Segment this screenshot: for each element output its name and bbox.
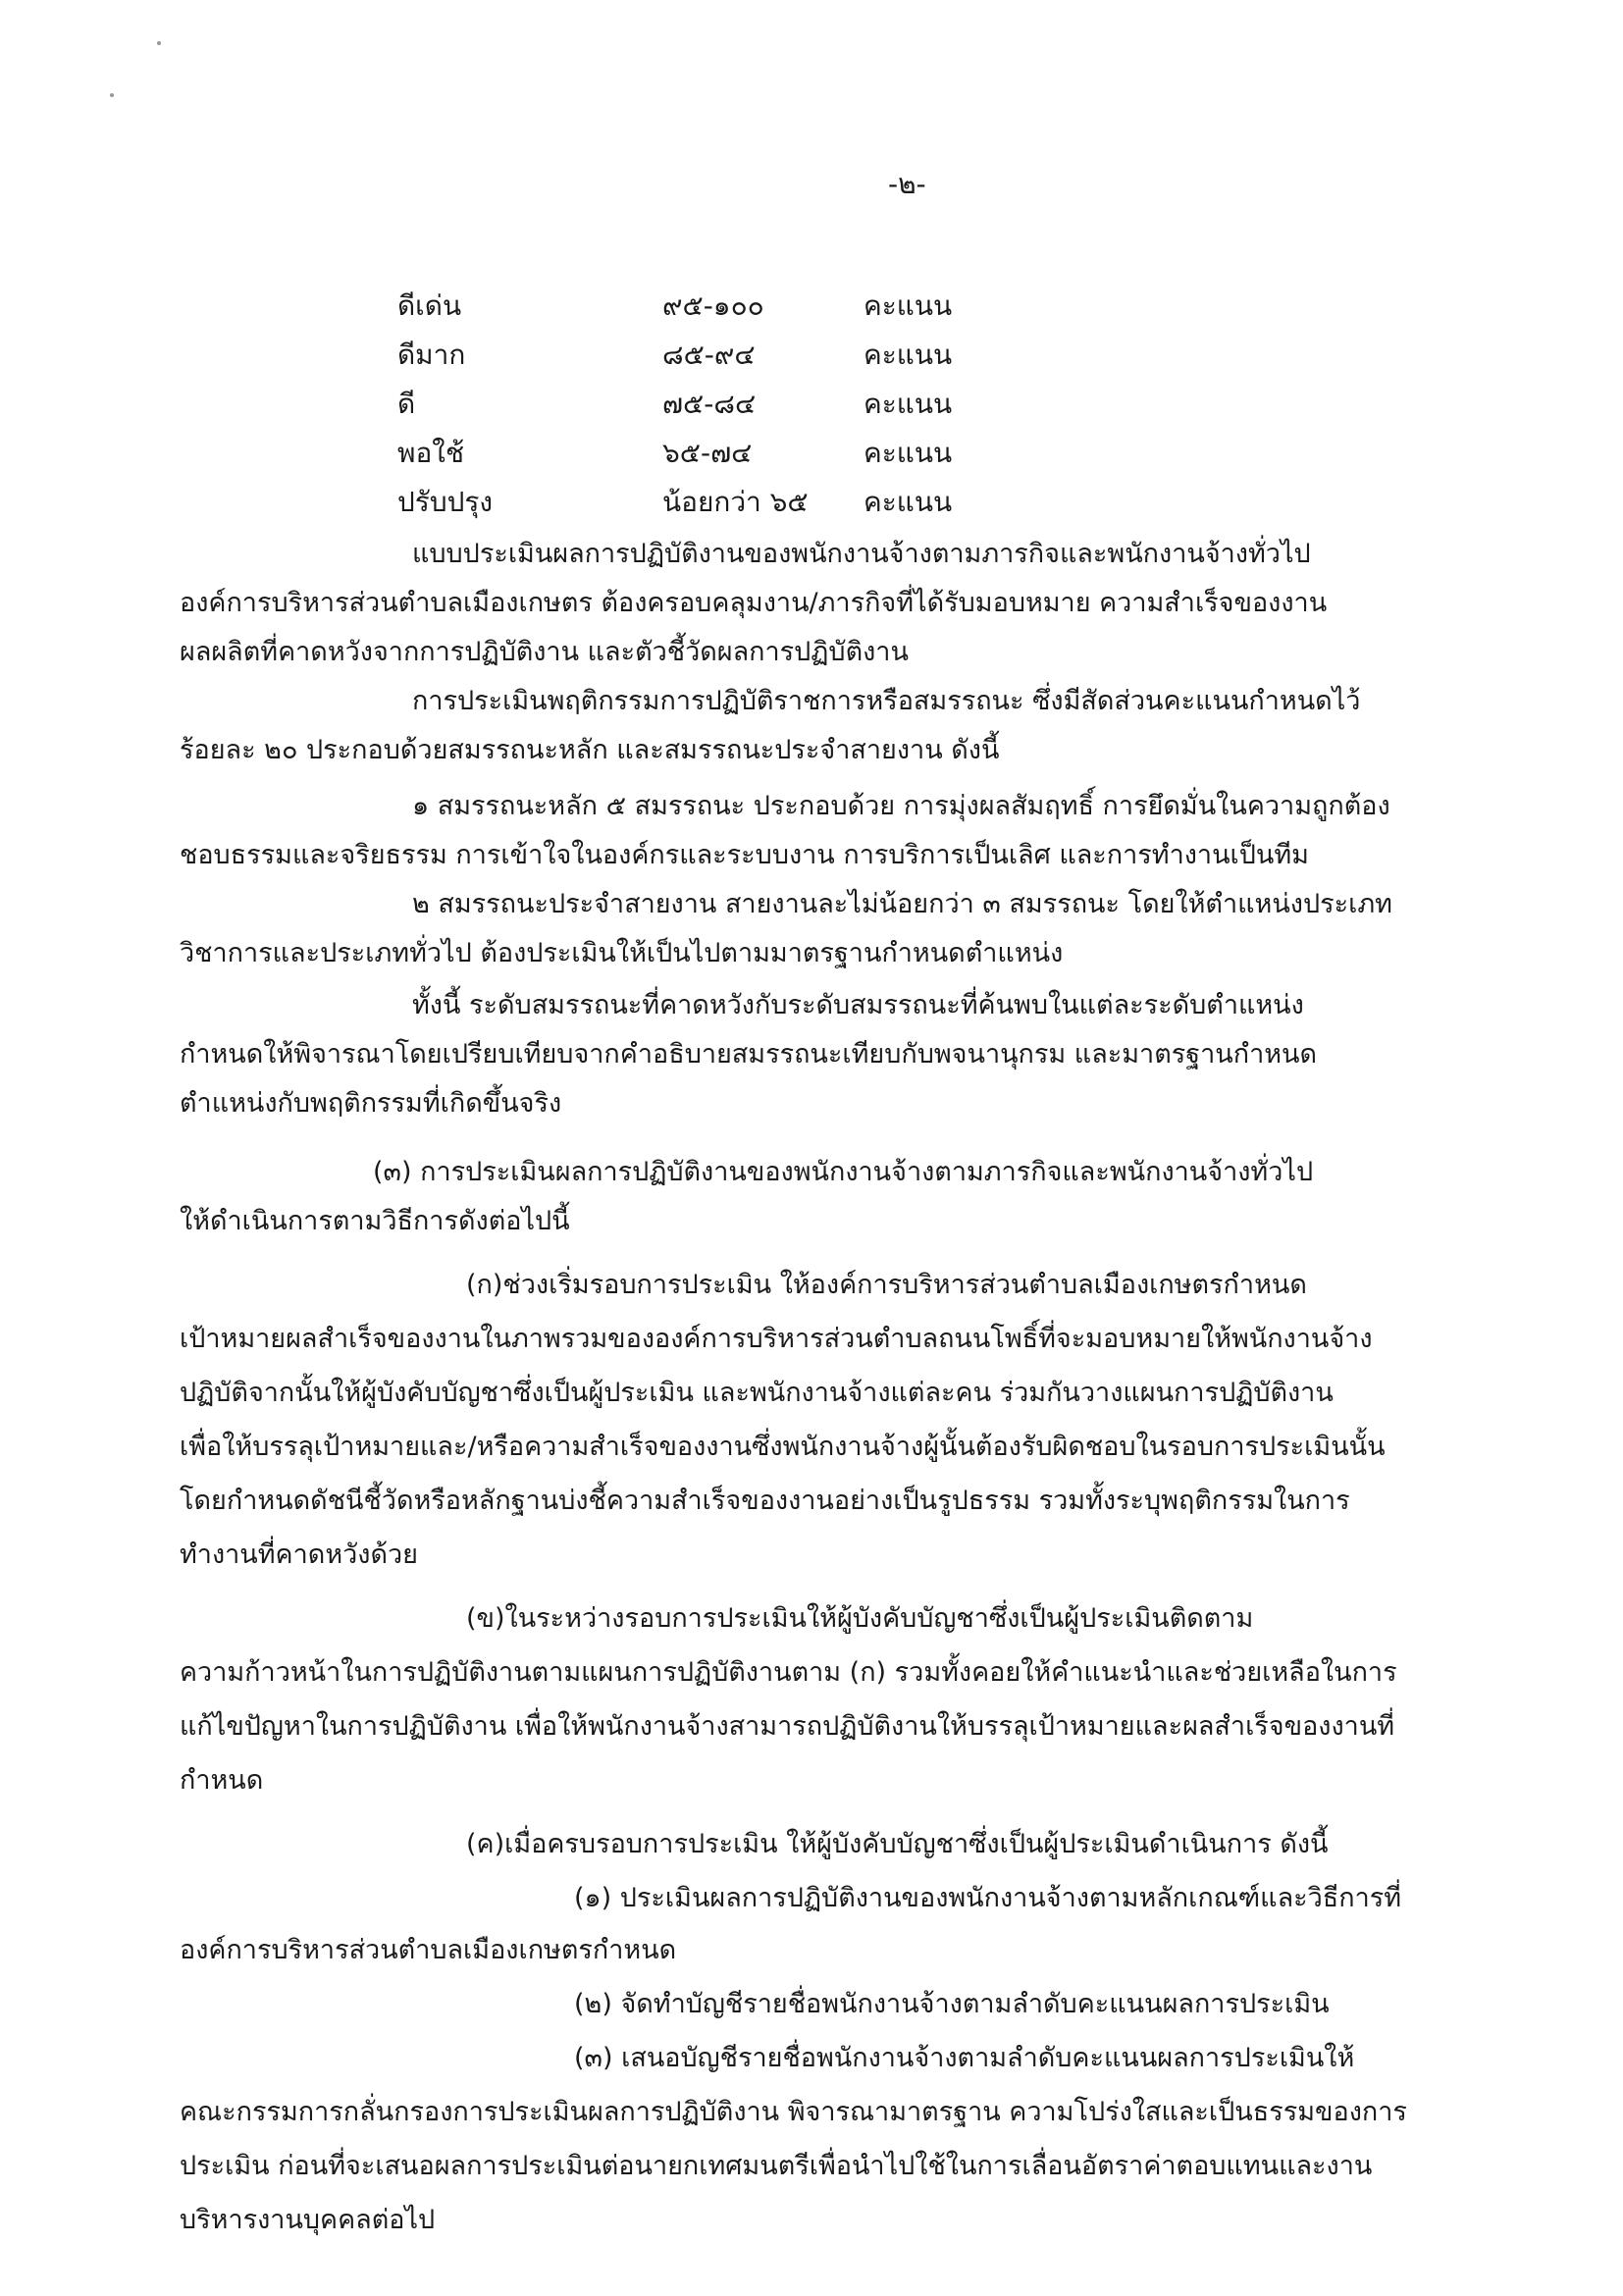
text-line: ผลผลิตที่คาดหวังจากการปฏิบัติงาน และตัวชี้วัดผลการปฏิบัติงาน <box>180 637 909 667</box>
text-line: ประเมิน ก่อนที่จะเสนอผลการประเมินต่อนายกเทศมนตรีเพื่อนำไปใช้ในการเลื่อนอัตราค่าตอบแทนและงาน <box>180 2151 1373 2181</box>
text-line: ๒ สมรรถนะประจำสายงาน สายงานละไม่น้อยกว่า ๓ สมรรถนะ โดยให้ตำแหน่งประเภท <box>412 889 1392 919</box>
score-range: ๗๕-๘๔ <box>662 388 757 420</box>
text-line: เพื่อให้บรรลุเป้าหมายและ/หรือความสำเร็จของงานซึ่งพนักงานจ้างผู้นั้นต้องรับผิดชอบในรอบการประเมินนั้น <box>180 1432 1386 1462</box>
text-line: ให้ดำเนินการตามวิธีการดังต่อไปนี้ <box>180 1206 570 1236</box>
text-line: โดยกำหนดดัชนีชี้วัดหรือหลักฐานบ่งชี้ความสำเร็จของงานอย่างเป็นรูปธรรม รวมทั้งระบุพฤติกรรมในการ <box>180 1486 1350 1516</box>
text-line: ร้อยละ ๒๐ ประกอบด้วยสมรรถนะหลัก และสมรรถนะประจำสายงาน ดังนี้ <box>180 735 1000 765</box>
score-range: น้อยกว่า ๖๕ <box>662 486 809 518</box>
score-level: ดีเด่น <box>397 289 462 322</box>
text-line: ทำงานที่คาดหวังด้วย <box>180 1539 418 1570</box>
score-unit: คะแนน <box>864 437 953 469</box>
text-line: ทั้งนี้ ระดับสมรรถนะที่คาดหวังกับระดับสมรรถนะที่ค้นพบในแต่ละระดับตำแหน่ง <box>412 990 1304 1020</box>
score-unit: คะแนน <box>864 289 953 322</box>
score-level: พอใช้ <box>397 437 464 469</box>
text-line: (๒) จัดทำบัญชีรายชื่อพนักงานจ้างตามลำดับคะแนนผลการประเมิน <box>574 1989 1330 2019</box>
text-line: (ค)เมื่อครบรอบการประเมิน ให้ผู้บังคับบัญชาซึ่งเป็นผู้ประเมินดำเนินการ ดังนี้ <box>466 1829 1329 1859</box>
text-line: ชอบธรรมและจริยธรรม การเข้าใจในองค์กรและระบบงาน การบริการเป็นเลิศ และการทำงานเป็นทีม <box>180 840 1309 870</box>
scan-speck <box>110 93 114 97</box>
text-line: เป้าหมายผลสำเร็จของงานในภาพรวมขององค์การบริหารส่วนตำบลถนนโพธิ์ที่จะมอบหมายให้พนักงานจ้าง <box>180 1324 1373 1354</box>
text-line: ๑ สมรรถนะหลัก ๕ สมรรถนะ ประกอบด้วย การมุ่งผลสัมฤทธิ์ การยึดมั่นในความถูกต้อง <box>412 791 1390 821</box>
text-line: องค์การบริหารส่วนตำบลเมืองเกษตรกำหนด <box>180 1935 677 1965</box>
text-line: แก้ไขปัญหาในการปฏิบัติงาน เพื่อให้พนักงานจ้างสามารถปฏิบัติงานให้บรรลุเป้าหมายและผลสำเร็จของงานที่ <box>180 1711 1395 1742</box>
text-line: แบบประเมินผลการปฏิบัติงานของพนักงานจ้างตามภารกิจและพนักงานจ้างทั่วไป <box>412 539 1311 569</box>
page-number: -๒- <box>888 168 926 200</box>
text-line: คณะกรรมการกลั่นกรองการประเมินผลการปฏิบัติงาน พิจารณามาตรฐาน ความโปร่งใสและเป็นธรรมของการ <box>180 2097 1407 2127</box>
score-unit: คะแนน <box>864 486 953 518</box>
text-line: (๓) เสนอบัญชีรายชื่อพนักงานจ้างตามลำดับคะแนนผลการประเมินให้ <box>574 2043 1355 2073</box>
score-level: ดีมาก <box>397 339 466 371</box>
text-line: ปฏิบัติจากนั้นให้ผู้บังคับบัญชาซึ่งเป็นผู้ประเมิน และพนักงานจ้างแต่ละคน ร่วมกันวางแผนการปฏิบัติงาน <box>180 1378 1334 1408</box>
text-line: กำหนดให้พิจารณาโดยเปรียบเทียบจากคำอธิบายสมรรถนะเทียบกับพจนานุกรม และมาตรฐานกำหนด <box>180 1039 1318 1070</box>
text-line: การประเมินพฤติกรรมการปฏิบัติราชการหรือสมรรถนะ ซึ่งมีสัดส่วนคะแนนกำหนดไว้ <box>412 686 1361 716</box>
text-line: (ข)ในระหว่างรอบการประเมินให้ผู้บังคับบัญชาซึ่งเป็นผู้ประเมินติดตาม <box>466 1603 1254 1634</box>
text-line: บริหารงานบุคคลต่อไป <box>180 2205 436 2235</box>
score-range: ๖๕-๗๔ <box>662 437 753 469</box>
text-line: วิชาการและประเภททั่วไป ต้องประเมินให้เป็นไปตามมาตรฐานกำหนดตำแหน่ง <box>180 938 1064 968</box>
text-line: ตำแหน่งกับพฤติกรรมที่เกิดขึ้นจริง <box>180 1088 562 1119</box>
text-line: ความก้าวหน้าในการปฏิบัติงานตามแผนการปฏิบัติงานตาม (ก) รวมทั้งคอยให้คำแนะนำและช่วยเหลือในการ <box>180 1657 1397 1688</box>
text-line: (๑) ประเมินผลการปฏิบัติงานของพนักงานจ้างตามหลักเกณฑ์และวิธีการที่ <box>574 1883 1402 1913</box>
text-line: กำหนด <box>180 1765 264 1796</box>
text-line: (ก)ช่วงเริ่มรอบการประเมิน ให้องค์การบริหารส่วนตำบลเมืองเกษตรกำหนด <box>466 1270 1307 1300</box>
text-line: องค์การบริหารส่วนตำบลเมืองเกษตร ต้องครอบคลุมงาน/ภารกิจที่ได้รับมอบหมาย ความสำเร็จของงาน <box>180 588 1328 618</box>
scan-speck <box>157 41 161 45</box>
score-range: ๘๕-๙๔ <box>662 339 756 371</box>
text-line: (๓) การประเมินผลการปฏิบัติงานของพนักงานจ้างตามภารกิจและพนักงานจ้างทั่วไป <box>373 1157 1314 1187</box>
score-level: ปรับปรุง <box>397 486 494 518</box>
score-level: ดี <box>397 388 416 420</box>
score-unit: คะแนน <box>864 339 953 371</box>
score-range: ๙๕-๑๐๐ <box>662 289 764 322</box>
score-unit: คะแนน <box>864 388 953 420</box>
